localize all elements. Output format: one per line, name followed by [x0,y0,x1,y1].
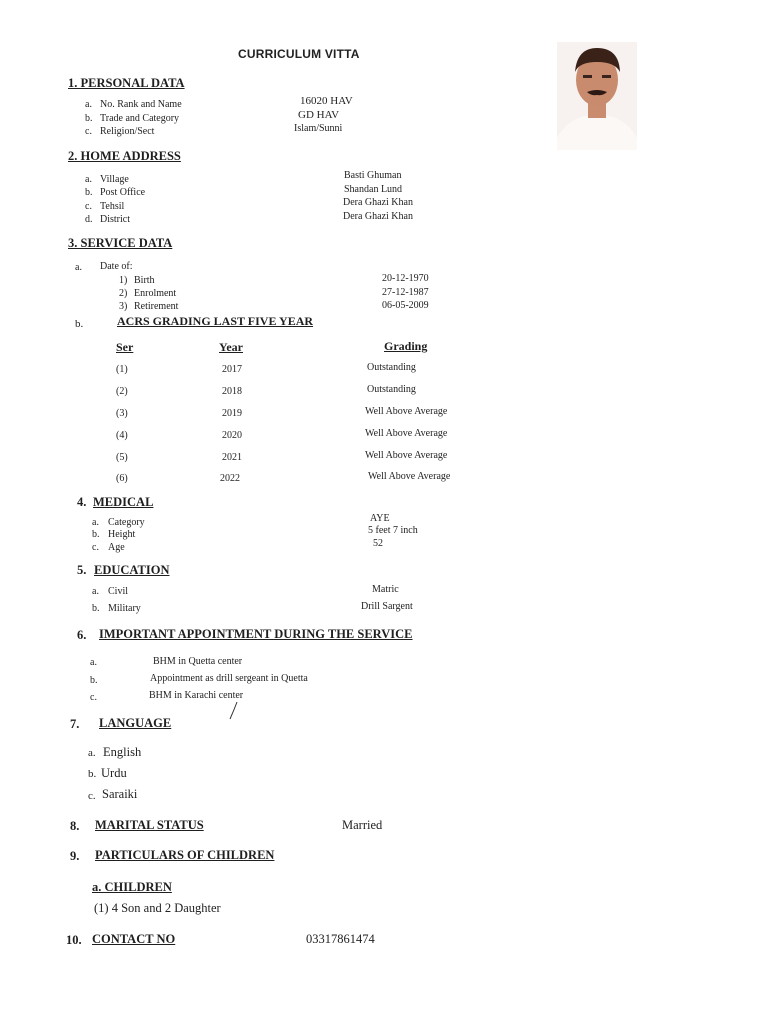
personal-letter-a: a. [85,99,92,110]
table-cell-year: 2017 [222,364,242,375]
table-cell-ser: (2) [116,386,128,397]
medical-value-b: 5 feet 7 inch [368,525,418,536]
marital-number: 8. [70,819,80,833]
home-value-d: Dera Ghazi Khan [343,211,413,222]
table-cell-year: 2018 [222,386,242,397]
table-header-grading: Grading [384,339,428,353]
home-label-a: Village [100,174,129,185]
education-value-military: Drill Sargent [361,601,413,612]
table-cell-ser: (6) [116,473,128,484]
home-label-b: Post Office [100,187,146,198]
table-cell-grading: Well Above Average [368,471,451,482]
home-label-d: District [100,214,130,225]
medical-label-a: Category [108,517,145,528]
language-letter-b: b. [88,768,97,780]
appointment-letter-a: a. [90,657,97,668]
personal-label-c: Religion/Sect [100,126,155,137]
home-label-c: Tehsil [100,201,125,212]
date-num-3: 3) [119,301,128,312]
medical-label-b: Height [108,529,136,540]
appointment-item-a: BHM in Quetta center [153,656,243,667]
date-label-birth: Birth [134,275,155,286]
home-value-a: Basti Ghuman [344,170,402,181]
personal-letter-c: c. [85,126,92,137]
home-letter-d: d. [85,214,93,225]
personal-label-b: Trade and Category [100,113,180,124]
education-letter-b: b. [92,603,100,614]
contact-value: 03317861474 [306,932,375,946]
education-value-civil: Matric [372,584,399,595]
date-num-1: 1) [119,275,128,286]
personal-data-heading: 1. PERSONAL DATA [68,76,185,90]
children-number: 9. [70,849,80,863]
language-letter-c: c. [88,790,96,802]
language-heading: LANGUAGE [99,716,172,730]
acrs-grading-heading: ACRS GRADING LAST FIVE YEAR [117,314,314,328]
pen-mark-icon [226,700,240,722]
table-cell-ser: (1) [116,364,128,375]
medical-value-c: 52 [373,538,383,549]
personal-value-a: 16020 HAV [300,95,353,107]
date-label-retirement: Retirement [134,301,179,312]
education-heading: EDUCATION [94,563,170,577]
date-value-birth: 20-12-1970 [382,273,429,284]
profile-photo [557,42,637,150]
document-title: CURRICULUM VITTA [238,47,360,61]
table-cell-year: 2019 [222,408,242,419]
medical-letter-a: a. [92,517,99,528]
language-item-english: English [103,745,142,759]
personal-label-a: No. Rank and Name [100,99,182,110]
language-item-saraiki: Saraiki [102,787,138,801]
table-cell-year: 2021 [222,452,242,463]
date-of-label: Date of: [100,261,133,272]
service-letter-a: a. [75,262,82,273]
medical-number: 4. [77,495,87,509]
date-num-2: 2) [119,288,128,299]
table-cell-grading: Outstanding [367,362,416,373]
home-address-heading: 2. HOME ADDRESS [68,149,181,163]
table-cell-year: 2020 [222,430,242,441]
contact-number-label: 10. [66,933,82,947]
marital-status-value: Married [342,818,383,832]
education-letter-a: a. [92,586,99,597]
portrait-icon [557,42,637,150]
table-cell-grading: Well Above Average [365,450,448,461]
medical-label-c: Age [108,542,125,553]
personal-value-c: Islam/Sunni [294,123,343,134]
home-letter-c: c. [85,201,92,212]
appointment-letter-c: c. [90,692,97,703]
appointment-letter-b: b. [90,675,98,686]
medical-letter-b: b. [92,529,100,540]
home-letter-a: a. [85,174,92,185]
table-cell-grading: Well Above Average [365,428,448,439]
home-value-b: Shandan Lund [344,184,403,195]
medical-letter-c: c. [92,542,99,553]
language-item-urdu: Urdu [101,766,127,780]
table-cell-grading: Well Above Average [365,406,448,417]
education-label-civil: Civil [108,586,129,597]
medical-heading: MEDICAL [93,495,154,509]
home-letter-b: b. [85,187,93,198]
table-header-ser: Ser [116,340,134,354]
table-cell-year: 2022 [220,473,240,484]
marital-status-heading: MARITAL STATUS [95,818,204,832]
home-value-c: Dera Ghazi Khan [343,197,413,208]
service-letter-b: b. [75,318,84,330]
date-value-retirement: 06-05-2009 [382,300,429,311]
children-sub-heading: a. CHILDREN [92,880,172,894]
personal-value-b: GD HAV [298,109,340,121]
appointment-item-b: Appointment as drill sergeant in Quetta [150,673,308,684]
education-number: 5. [77,563,87,577]
service-data-heading: 3. SERVICE DATA [68,236,173,250]
appointment-item-c: BHM in Karachi center [149,690,244,701]
date-value-enrolment: 27-12-1987 [382,287,429,298]
personal-letter-b: b. [85,113,93,124]
language-number: 7. [70,717,80,731]
appointments-number: 6. [77,628,87,642]
table-cell-ser: (4) [116,430,128,441]
language-letter-a: a. [88,747,96,759]
education-label-military: Military [108,603,141,614]
table-header-year: Year [219,340,243,354]
medical-value-a: AYE [370,513,390,524]
date-label-enrolment: Enrolment [134,288,177,299]
children-heading: PARTICULARS OF CHILDREN [95,848,275,862]
table-cell-grading: Outstanding [367,384,416,395]
table-cell-ser: (3) [116,408,128,419]
table-cell-ser: (5) [116,452,128,463]
children-item: (1) 4 Son and 2 Daughter [94,901,221,915]
contact-heading: CONTACT NO [92,932,176,946]
appointments-heading: IMPORTANT APPOINTMENT DURING THE SERVICE [99,627,413,641]
